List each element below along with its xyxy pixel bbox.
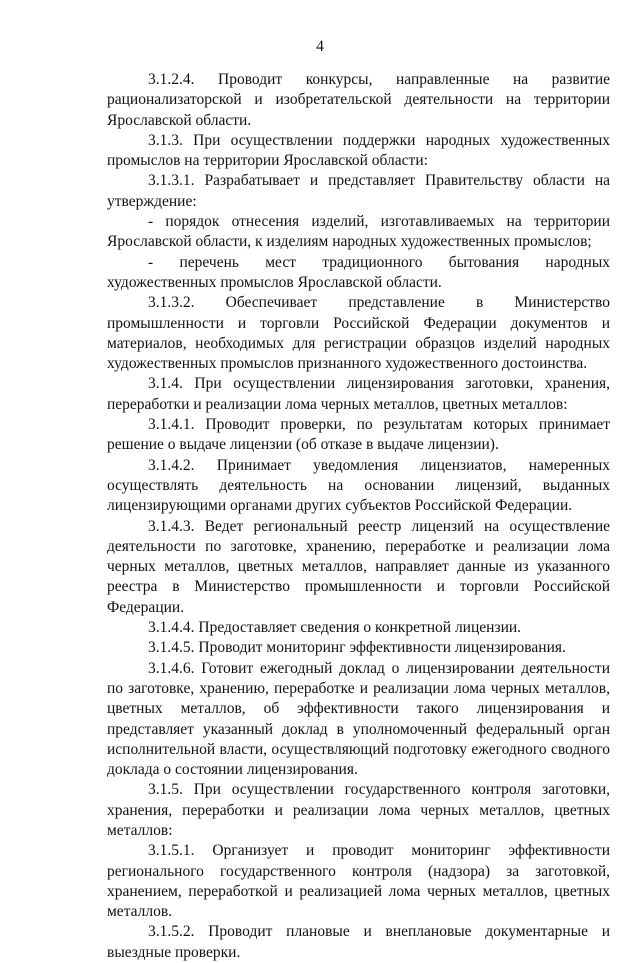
paragraph-3-1-4-1: 3.1.4.1. Проводит проверки, по результатам которых принимает решение о выдаче лицензии (об отказе в выдаче лицензии).	[107, 416, 610, 454]
paragraph-3-1-4-5: 3.1.4.5. Проводит мониторинг эффективности лицензирования.	[148, 639, 566, 657]
paragraph-3-1-3-1: 3.1.3.1. Разрабатывает и представляет Правительству области на утверждение:	[107, 172, 610, 210]
paragraph-3-1-4: 3.1.4. При осуществлении лицензирования заготовки, хранения, переработки и реализации лома черных металлов, цветных металлов:	[107, 375, 610, 413]
paragraph-3-1-3-2: 3.1.3.2. Обеспечивает представление в Министерство промышленности и торговли Российской Федерации документов и материалов, необходимых для регистрации образцов изделий народных художественных промыслов признанного художественного достоинства.	[107, 294, 610, 373]
paragraph-3-1-3: 3.1.3. При осуществлении поддержки народных художественных промыслов на территории Ярославской области:	[107, 131, 610, 170]
paragraph-3-1-5-1: 3.1.5.1. Организует и проводит мониторинг эффективности регионального государственного контроля (надзора) за заготовкой, хранением, переработкой и реализацией лома черных металлов, цветных металлов.	[107, 842, 610, 921]
paragraph-3-1-4-3: 3.1.4.3. Ведет региональный реестр лицензий на осуществление деятельности по заготовке, хранению, переработке и реализации лома черных металлов, цветных металлов, направляет данные из указанного реестра в Министерство промышленности и торговли Российской Федерации.	[107, 517, 610, 616]
paragraph-3-1-4-4: 3.1.4.4. Предоставляет сведения о конкретной лицензии.	[148, 619, 522, 637]
paragraph-3-1-5-2: 3.1.5.2. Проводит плановые и внеплановые документарные и выездные проверки.	[107, 923, 610, 961]
document-body	[107, 70, 610, 963]
paragraph-3-1-5: 3.1.5. При осуществлении государственного контроля заготовки, хранения, переработки и реализации лома черных металлов, цветных металлов:	[107, 781, 610, 839]
list-item-folk-crafts-places: - перечень мест традиционного бытования народных художественных промыслов Ярославской области.	[107, 253, 610, 291]
paragraph-3-1-4-2: 3.1.4.2. Принимает уведомления лицензиатов, намеренных осуществлять деятельность на основании лицензий, выданных лицензирующими органами других субъектов Российской Федерации.	[107, 456, 610, 515]
paragraph-3-1-4-6: 3.1.4.6. Готовит ежегодный доклад о лицензировании деятельности по заготовке, хранению, переработке и реализации лома черных металлов, цветных металлов, об эффективности такого лицензирования и представляет указанный доклад в уполномоченный федеральный орган исполнительной власти, осуществляющий подготовку ежегодного сводного доклада о состоянии лицензирования.	[107, 659, 610, 779]
list-item-folk-crafts-procedure: - порядок отнесения изделий, изготавливаемых на территории Ярославской области, к изделиям народных художественных промыслов;	[107, 213, 610, 251]
page-number: 4	[316, 38, 324, 55]
paragraph-3-1-2-4: 3.1.2.4. Проводит конкурсы, направленные на развитие рационализаторской и изобретательской деятельности на территории Ярославской области.	[107, 71, 610, 129]
